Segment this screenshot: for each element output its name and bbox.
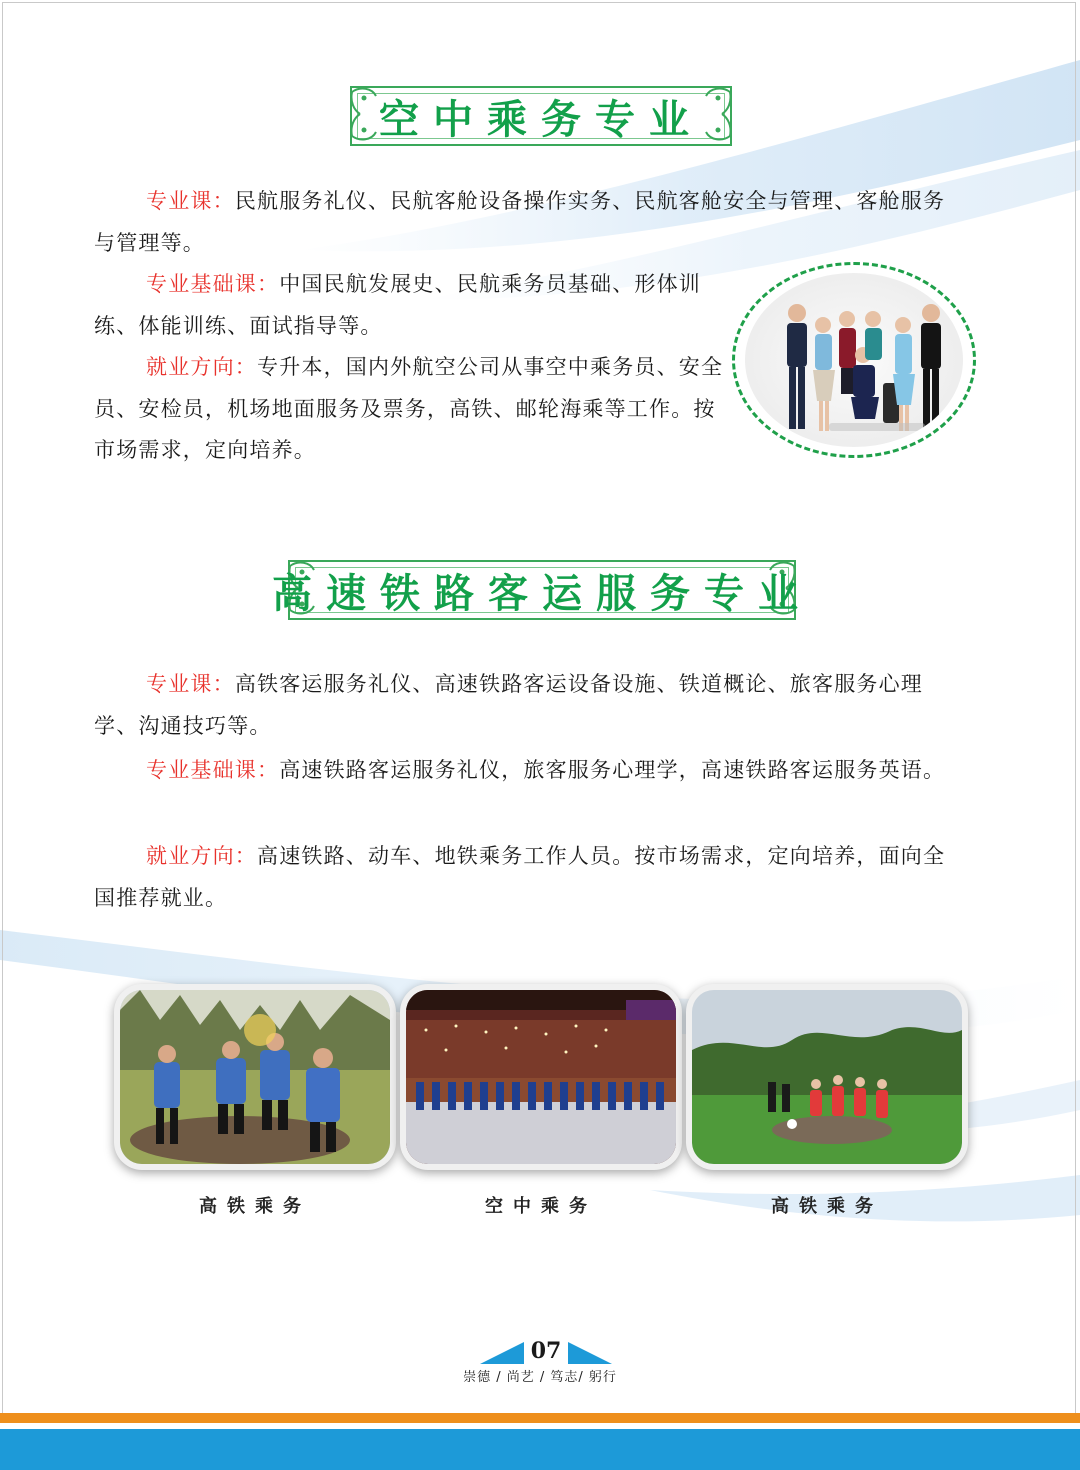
- footer-slogan: 崇德 / 尚艺 / 笃志/ 躬行: [463, 1370, 617, 1385]
- photo-air-crew-stage: [400, 984, 682, 1170]
- photo-caption: 高铁乘务: [199, 1196, 311, 1217]
- career-text: 专升本，国内外航空公司从事空中乘务员、安全员、安检员，机场地面服务及票务，高铁、邮轮海乘等工作。按市场需求，定向培养。: [94, 355, 724, 462]
- section2-title-frame: [272, 560, 812, 620]
- photo-caption: 空中乘务: [485, 1196, 597, 1217]
- photo-rail-crew-lawn: [686, 984, 968, 1170]
- course-label: 专业课：: [146, 672, 235, 696]
- course-text: 民航服务礼仪、民航客舱设备操作实务、民航客舱安全与管理、客舱服务与管理等。: [94, 189, 946, 255]
- section2-foundation-paragraph: [94, 750, 954, 792]
- footer-band-orange: [0, 1413, 1080, 1423]
- foundation-text: 高速铁路客运服务礼仪，旅客服务心理学，高速铁路客运服务英语。: [279, 758, 946, 782]
- lawn-group-illustration: [692, 990, 962, 1164]
- section2-title: 高速铁路客运服务专业: [272, 569, 812, 617]
- photo-caption: 高铁乘务: [771, 1196, 883, 1217]
- career-label: 就业方向：: [146, 844, 257, 868]
- career-label: 就业方向：: [146, 355, 257, 379]
- section1-course-paragraph: [94, 181, 950, 264]
- stage-performance-illustration: [406, 990, 676, 1164]
- section1-career-paragraph: [94, 347, 734, 472]
- section1-foundation-paragraph: [94, 264, 722, 347]
- section1-title: 空中乘务专业: [379, 95, 703, 143]
- crew-figures-illustration: [745, 273, 963, 447]
- corner-ornament-icon: [698, 84, 736, 144]
- section1-title-frame: [350, 86, 732, 146]
- foundation-label: 专业基础课：: [146, 758, 280, 782]
- rail-crew-illustration: [120, 990, 390, 1164]
- footer-band-blue: [0, 1429, 1080, 1470]
- section2-career-paragraph: [94, 836, 966, 919]
- foundation-label: 专业基础课：: [146, 272, 280, 296]
- course-text: 高铁客运服务礼仪、高速铁路客运设备设施、铁道概论、旅客服务心理学、沟通技巧等。: [94, 672, 924, 738]
- page-number: 07: [530, 1338, 562, 1364]
- photo-rail-crew-outdoor: [114, 984, 396, 1170]
- section2-course-paragraph: [94, 664, 954, 747]
- page-number-block: [472, 1338, 620, 1368]
- foundation-text: 中国民航发展史、民航乘务员基础、形体训练、体能训练、面试指导等。: [94, 272, 702, 338]
- course-label: 专业课：: [146, 189, 235, 213]
- career-text: 高速铁路、动车、地铁乘务工作人员。按市场需求，定向培养，面向全国推荐就业。: [94, 844, 946, 910]
- crew-group-photo: [732, 262, 976, 458]
